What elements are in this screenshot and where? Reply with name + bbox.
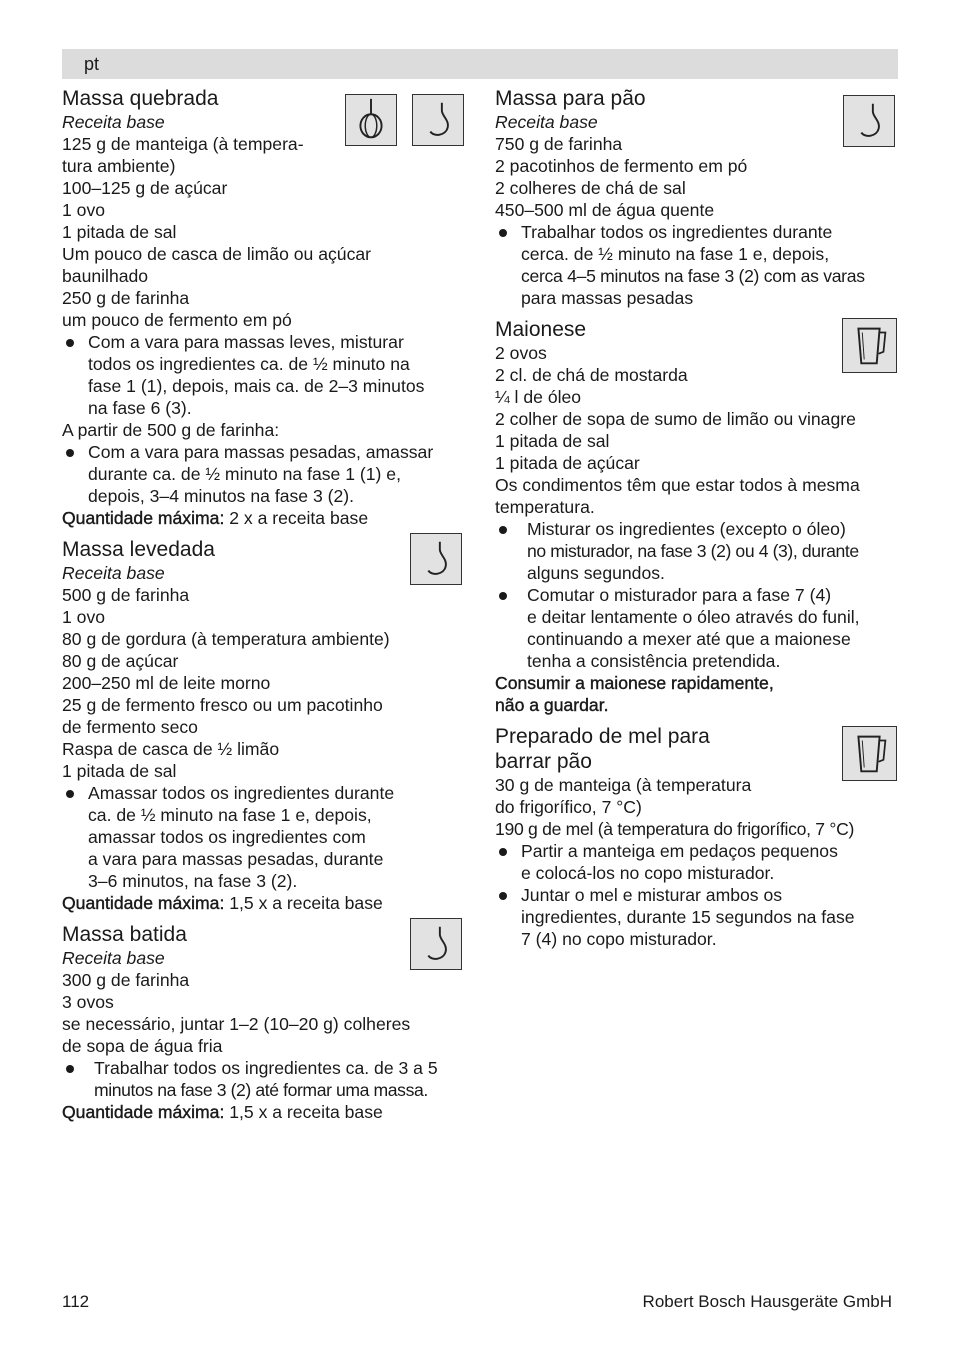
bullet-line: durante ca. de ½ minuto na fase 1 (1) e,	[88, 464, 401, 484]
ingredient-line: Os condimentos têm que estar todos à mesma	[495, 475, 860, 495]
bullet-line: Partir a manteiga em pedaços pequenos	[521, 841, 838, 861]
left-column	[62, 86, 464, 1131]
bullet-line: todos os ingredientes ca. de ½ minuto na	[88, 354, 410, 374]
ingredient-line: 80 g de açúcar	[62, 651, 179, 671]
ingredient-line: 2 cl. de chá de mostarda	[495, 365, 688, 385]
bullet-line: continuando a mexer até que a maionese	[527, 629, 851, 649]
ingredient-line: 1 pitada de sal	[495, 431, 610, 451]
bullet-line: 7 (4) no copo misturador.	[521, 929, 717, 949]
bullet-line: Com a vara para massas pesadas, amassar	[88, 442, 434, 462]
ingredient-line: um pouco de fermento em pó	[62, 310, 292, 330]
bullet-line: alguns segundos.	[527, 563, 665, 583]
bullet-line: na fase 6 (3).	[88, 398, 192, 418]
section-preparado-de-mel	[495, 724, 898, 950]
bullet-line: Misturar os ingredientes (excepto o óleo)	[527, 519, 846, 539]
section-title	[495, 724, 898, 774]
ingredient-line: 1 ovo	[62, 200, 106, 220]
bullet-line: cerca. de ½ minuto na fase 1 e, depois,	[521, 244, 830, 264]
page-number: 112	[62, 1292, 90, 1311]
warning-note	[495, 672, 898, 716]
ingredient-line: 2 ovos	[495, 343, 547, 363]
ingredient-line: 200–250 ml de leite morno	[62, 673, 271, 693]
section-title: Massa batida	[62, 923, 187, 946]
ingredient-line: se necessário, juntar 1–2 (10–20 g) colheres	[62, 1014, 411, 1034]
section-title: Maionese	[495, 318, 587, 341]
instruction-bullet	[62, 331, 464, 419]
section-title: Massa quebrada	[62, 87, 219, 110]
ingredient-line: 1 pitada de açúcar	[495, 453, 640, 473]
section-massa-levedada	[62, 537, 464, 914]
language-code: pt	[84, 54, 100, 74]
instruction-bullet	[495, 840, 898, 884]
ingredient-line: 80 g de gordura (à temperatura ambiente)	[62, 629, 390, 649]
max-quantity-label: Quantidade máxima:	[62, 893, 225, 913]
blender-jug-icon	[842, 318, 897, 373]
bullet-line: ingredientes, durante 15 segundos na fase	[521, 907, 855, 927]
ingredient-line: do frigorífico, 7 °C)	[495, 797, 642, 817]
ingredient-line: temperatura.	[495, 497, 595, 517]
section-title: Massa levedada	[62, 538, 215, 561]
ingredient-line: 1 pitada de sal	[62, 761, 177, 781]
warning-line: não a guardar.	[495, 695, 609, 715]
bullet-line: depois, 3–4 minutos na fase 3 (2).	[88, 486, 355, 506]
ingredient-line: 750 g de farinha	[495, 134, 623, 154]
ingredient-line: de sopa de água fria	[62, 1036, 223, 1056]
ingredient-line: Um pouco de casca de limão ou açúcar	[62, 244, 372, 264]
bullet-line: e colocá-los no copo misturador.	[521, 863, 775, 883]
ingredient-line: ¼ l de óleo	[495, 387, 582, 407]
ingredient-line: 25 g de fermento fresco ou um pacotinho	[62, 695, 383, 715]
section-massa-batida	[62, 922, 464, 1123]
bullet-line: Comutar o misturador para a fase 7 (4)	[527, 585, 832, 605]
ingredient-line: 190 g de mel (à temperatura do frigorífico, 7 °C)	[495, 819, 855, 839]
ingredient-line: 2 colher de sopa de sumo de limão ou vinagre	[495, 409, 856, 429]
max-quantity-label: Quantidade máxima:	[62, 508, 225, 528]
max-quantity-label: Quantidade máxima:	[62, 1102, 225, 1122]
bullet-line: Trabalhar todos os ingredientes durante	[521, 222, 833, 242]
warning-line: Consumir a maionese rapidamente,	[495, 673, 774, 693]
ingredient-line: Raspa de casca de ½ limão	[62, 739, 280, 759]
ingredient-line: 1 ovo	[62, 607, 106, 627]
kneading-hook-icon	[410, 918, 462, 970]
ingredient-line: 300 g de farinha	[62, 970, 190, 990]
ingredient-line: 2 pacotinhos de fermento em pó	[495, 156, 748, 176]
recipe-subtitle: Receita base	[495, 112, 598, 132]
kneading-hook-icon	[412, 94, 464, 146]
right-column	[495, 86, 898, 958]
section-title: Massa para pão	[495, 87, 646, 110]
ingredient-line: baunilhado	[62, 266, 149, 286]
recipe-subtitle: Receita base	[62, 112, 165, 132]
note-line: A partir de 500 g de farinha:	[62, 420, 280, 440]
language-bar	[62, 49, 898, 79]
bullet-line: Juntar o mel e misturar ambos os	[521, 885, 783, 905]
section-massa-para-pao	[495, 86, 898, 309]
bullet-line: a vara para massas pesadas, durante	[88, 849, 384, 869]
bullet-line: cerca 4–5 minutos na fase 3 (2) com as varas	[521, 266, 865, 286]
max-quantity	[62, 507, 464, 529]
kneading-hook-icon	[410, 533, 462, 585]
bullet-line: Trabalhar todos os ingredientes ca. de 3 a 5	[94, 1058, 438, 1078]
whisk-icon	[345, 94, 397, 146]
bullet-line: no misturador, na fase 3 (2) ou 4 (3), durante	[527, 541, 859, 561]
max-quantity-value: 1,5 x a receita base	[224, 893, 383, 913]
bullet-line: para massas pesadas	[521, 288, 694, 308]
instruction-bullet	[62, 1057, 464, 1101]
company-name: Robert Bosch Hausgeräte GmbH	[642, 1292, 892, 1311]
instruction-bullet	[62, 782, 464, 892]
ingredient-line: 500 g de farinha	[62, 585, 190, 605]
bullet-line: tenha a consistência pretendida.	[527, 651, 781, 671]
ingredient-line: 3 ovos	[62, 992, 114, 1012]
ingredient-line: 250 g de farinha	[62, 288, 190, 308]
section-maionese	[495, 317, 898, 716]
ingredient-line: 450–500 ml de água quente	[495, 200, 715, 220]
ingredient-line: de fermento seco	[62, 717, 198, 737]
instruction-bullet	[495, 518, 898, 584]
title-line: barrar pão	[495, 750, 592, 773]
max-quantity-value: 2 x a receita base	[224, 508, 369, 528]
recipe-subtitle: Receita base	[62, 563, 165, 583]
bullet-line: ca. de ½ minuto na fase 1 e, depois,	[88, 805, 372, 825]
recipe-subtitle: Receita base	[62, 948, 165, 968]
instruction-bullet	[62, 441, 464, 507]
ingredient-line: 125 g de manteiga (à tempera-	[62, 134, 304, 154]
bullet-line: Amassar todos os ingredientes durante	[88, 783, 395, 803]
ingredient-line: tura ambiente)	[62, 156, 176, 176]
instruction-bullet	[495, 221, 898, 309]
bullet-line: fase 1 (1), depois, mais ca. de 2–3 minutos	[88, 376, 425, 396]
ingredient-line: 1 pitada de sal	[62, 222, 177, 242]
max-quantity-value: 1,5 x a receita base	[224, 1102, 383, 1122]
max-quantity	[62, 1101, 464, 1123]
kneading-hook-icon	[843, 95, 895, 147]
instruction-bullet	[495, 584, 898, 672]
ingredient-line: 100–125 g de açúcar	[62, 178, 228, 198]
bullet-line: amassar todos os ingredientes com	[88, 827, 366, 847]
max-quantity	[62, 892, 464, 914]
title-line: Preparado de mel para	[495, 725, 710, 748]
bullet-line: e deitar lentamente o óleo através do funil,	[527, 607, 860, 627]
ingredient-line: 30 g de manteiga (à temperatura	[495, 775, 752, 795]
bullet-line: Com a vara para massas leves, misturar	[88, 332, 404, 352]
bullet-line: minutos na fase 3 (2) até formar uma massa.	[94, 1080, 428, 1100]
bullet-line: 3–6 minutos, na fase 3 (2).	[88, 871, 298, 891]
ingredient-line: 2 colheres de chá de sal	[495, 178, 686, 198]
instruction-bullet	[495, 884, 898, 950]
blender-jug-icon	[842, 726, 897, 781]
section-massa-quebrada	[62, 86, 464, 529]
